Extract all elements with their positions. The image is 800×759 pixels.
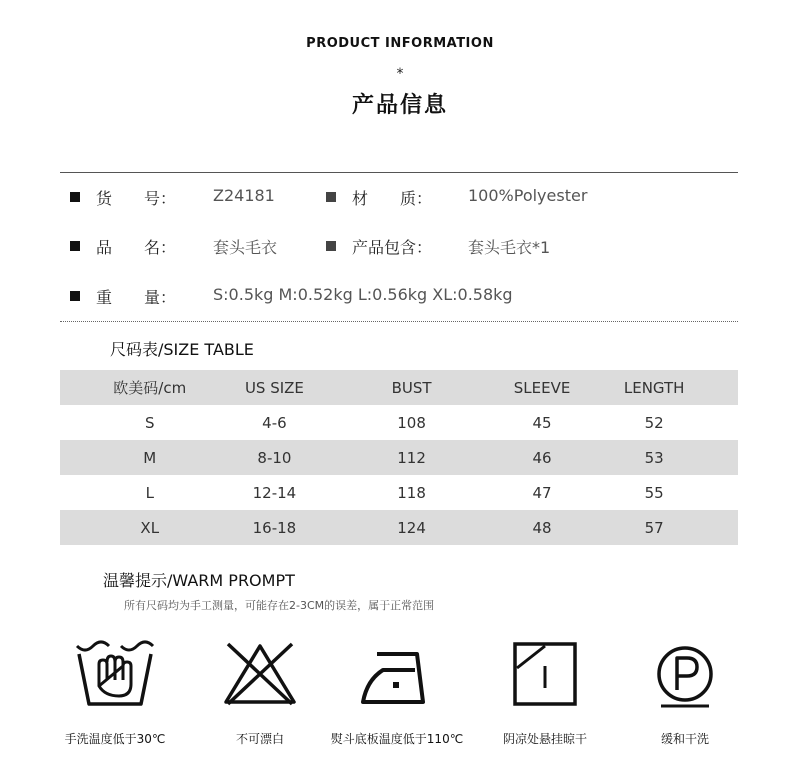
- table-row: [60, 440, 738, 475]
- table-row: [60, 510, 738, 545]
- weight-value: S:0.5kg M:0.52kg L:0.56kg XL:0.58kg: [213, 285, 513, 304]
- info-row-1: [68, 186, 748, 210]
- table-cell: 12-14: [252, 483, 297, 502]
- page-subtitle-en: PRODUCT INFORMATION: [306, 36, 494, 51]
- care-no-bleach: [185, 640, 335, 747]
- care-dry-clean: [610, 640, 760, 747]
- weight-label: 重 量：: [96, 288, 177, 307]
- table-cell: 46: [514, 440, 571, 475]
- table-cell: 108: [397, 413, 426, 432]
- table-cell: 124: [309, 510, 513, 545]
- header-cell: 欧美码/cm: [60, 370, 240, 405]
- table-cell: 55: [644, 483, 664, 502]
- bullet-square: [326, 241, 336, 251]
- table-cell: 45: [532, 413, 552, 432]
- care-label: 手洗温度低于30℃: [64, 732, 166, 746]
- table-cell: 57: [570, 510, 738, 545]
- bullet-square: [70, 241, 80, 251]
- info-divider: [60, 321, 738, 322]
- warm-prompt-note: 所有尺码均为手工测量，可能存在2-3CM的误差，属于正常范围: [124, 599, 435, 612]
- table-cell: 53: [570, 440, 738, 475]
- header-cell: US SIZE: [240, 370, 310, 405]
- care-label: 不可漂白: [235, 732, 284, 746]
- table-cell: XL: [60, 510, 240, 545]
- header-divider: [60, 172, 738, 173]
- warm-prompt-title: 温馨提示/WARM PROMPT: [103, 571, 295, 590]
- table-cell: 118: [397, 483, 426, 502]
- no-bleach-icon: [220, 640, 300, 708]
- item-no-label: 货 号：: [96, 189, 177, 208]
- bullet-square: [70, 291, 80, 301]
- dry-clean-p-icon: [645, 640, 725, 708]
- care-label: 阴凉处悬挂晾干: [502, 732, 587, 746]
- table-header-row: [60, 370, 738, 405]
- care-label: 缓和干洗: [660, 732, 709, 746]
- header-cell: LENGTH: [570, 370, 738, 405]
- table-cell: 52: [644, 413, 664, 432]
- title-star: *: [396, 66, 404, 82]
- table-cell: 4-6: [262, 413, 287, 432]
- info-row-3: [68, 285, 748, 309]
- table-cell: 47: [532, 483, 552, 502]
- bullet-square: [326, 192, 336, 202]
- table-row: [60, 405, 738, 440]
- table-cell: 112: [309, 440, 513, 475]
- name-value: 套头毛衣: [213, 238, 278, 257]
- care-hand-wash: [40, 640, 190, 747]
- name-label: 品 名：: [96, 238, 177, 257]
- package-value: 套头毛衣*1: [468, 238, 551, 257]
- table-cell: L: [145, 483, 154, 502]
- header-cell: SLEEVE: [514, 370, 571, 405]
- table-cell: 16-18: [240, 510, 310, 545]
- line-dry-shade-icon: [505, 640, 585, 708]
- table-cell: 48: [514, 510, 571, 545]
- iron-low-icon: [357, 640, 437, 708]
- table-row: [60, 475, 738, 510]
- table-cell: M: [60, 440, 240, 475]
- care-iron-low: [322, 640, 472, 747]
- item-no-value: Z24181: [213, 186, 275, 205]
- material-value: 100%Polyester: [468, 186, 588, 205]
- care-label: 熨斗底板温度低于110℃: [330, 732, 464, 746]
- header-cell: BUST: [309, 370, 513, 405]
- package-label: 产品包含：: [352, 238, 433, 257]
- bullet-square: [70, 192, 80, 202]
- material-label: 材 质：: [352, 189, 433, 208]
- page-title: 产品信息: [351, 93, 448, 118]
- table-cell: S: [144, 413, 155, 432]
- table-cell: 8-10: [240, 440, 310, 475]
- hand-wash-icon: [75, 640, 155, 708]
- info-row-2: [68, 235, 748, 259]
- care-line-dry-shade: [470, 640, 620, 747]
- size-table-title: 尺码表/SIZE TABLE: [110, 340, 254, 359]
- size-table: [60, 370, 738, 545]
